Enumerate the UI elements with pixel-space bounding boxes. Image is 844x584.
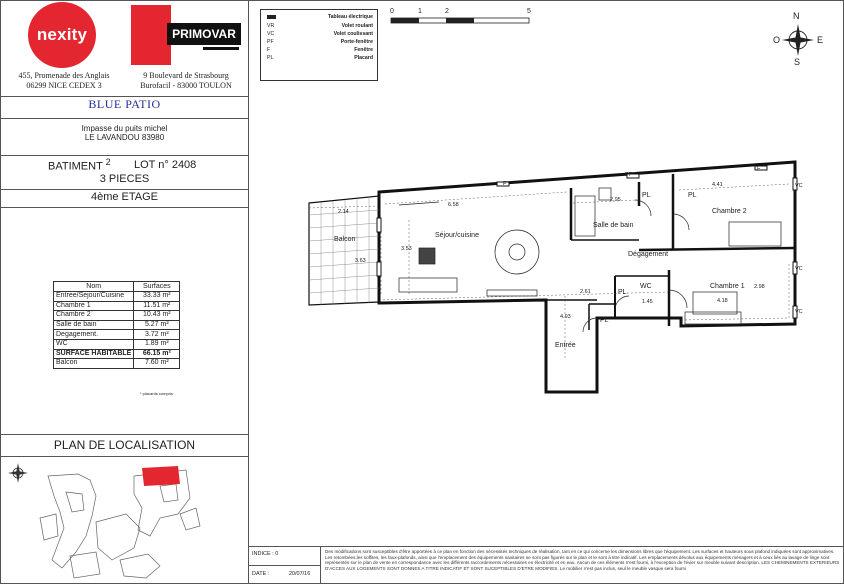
surfaces-footnote: * placards compris — [140, 391, 173, 396]
project-name: BLUE PATIO — [88, 97, 161, 111]
project-location: Impasse du puits michel LE LAVANDOU 83980 — [81, 124, 168, 142]
legend-item: VR Volet roulant — [267, 23, 373, 29]
room-chambre1-label: Chambre 1 — [710, 283, 745, 290]
dimension: 4.18 — [717, 298, 728, 304]
room-balcon-label: Balcon — [334, 236, 356, 243]
placard-label: PL — [600, 317, 609, 324]
footer-strip — [249, 546, 844, 584]
batiment: BATIMENT $^2$ — [48, 157, 111, 173]
room-sdb-label: Salle de bain — [593, 222, 634, 229]
room-wc-label: WC — [640, 283, 652, 290]
localisation-map — [0, 456, 249, 584]
f-label: F — [757, 166, 761, 172]
dining-table — [495, 230, 539, 274]
placard-label: PL — [618, 289, 627, 296]
indice: INDICE : 0 — [252, 551, 279, 557]
date: DATE : 20/07/16 — [252, 571, 311, 577]
vc-label: VC — [795, 183, 803, 189]
dimension: 4.93 — [560, 314, 571, 320]
table-row: Salle de bain` 5.27 m² — [54, 320, 180, 330]
table-row: Degagement. 3.72 m² — [54, 330, 180, 340]
placard-label: PL — [688, 192, 697, 199]
legend-item: PF Porte-fenêtre — [267, 39, 373, 45]
compass-o: O — [773, 35, 781, 45]
room-degagement-label: Dégagement — [628, 251, 669, 258]
localisation-compass-icon — [8, 463, 28, 483]
legend-item: F Fenêtre — [267, 47, 373, 53]
legend-item: PL Placard — [267, 55, 373, 61]
legend-item: Tableau électrique — [265, 14, 375, 21]
table-row: Chambre 2` 10.43 m² — [54, 311, 180, 321]
vc-label: VC — [795, 266, 803, 272]
pieces: 3 PIECES — [99, 173, 150, 185]
address-primovar: 9 Boulevard de Strasbourg Burofacil - 83000 TOULON — [140, 71, 232, 90]
info-panel — [0, 0, 249, 584]
lot-highlight — [142, 466, 180, 486]
placard-label: PL — [642, 192, 651, 199]
vc-label: VC — [795, 309, 803, 315]
f-label: F — [503, 181, 507, 187]
surfaces-table — [53, 281, 180, 369]
etage: 4ème ETAGE — [90, 191, 159, 203]
dimension: 2.14 — [338, 209, 349, 215]
room-sejour-label: Séjour/cuisine — [435, 232, 479, 239]
table-header: Nom Surfaces — [54, 282, 180, 292]
dimension: 4.41 — [712, 182, 723, 188]
compass-s: S — [794, 57, 801, 67]
dimension: 3.53 — [401, 246, 412, 252]
dimension: 1.45 — [642, 299, 653, 305]
floor-plan — [249, 0, 844, 546]
dimension: 2.98 — [754, 284, 765, 290]
lot-number: LOT n° 2408 — [134, 159, 197, 171]
scale-bar: 0 1 2 5 — [390, 8, 532, 28]
pf-label: PF — [625, 172, 633, 178]
disclaimer: Des modifications sont susceptibles d'être apportées à ce plan en fonction des nécessités techniques de réalisation, tant en ce qui concerne les dimensions libres que l'équipement. Les surfaces et hauteurs sous plafond indiquées sont approximatives. Les retombées,les soffites, les faux-plafonds, ainsi que l'emplacement des équipements sanitaires ne sont pas figurés sur le plan et le sont à titre indicatif. Les emplacements dévolus aux équipements ménagers et à ceux liés au lavage de linge sont représentés sur le plan de vente en correspondance avec les différents raccordements nécessaires en électricité et en eau. Aucun de ces éléments n'est fourni, à l'exception de l'évier sur meuble suivant description. LES CHEMINEMENTS EXTERIEURS D'ACCES AUX LOGEMENTS SONT DONNES A TITRE INDICATIF ET SONT SUCEPTIBLES D'ETRE MODIFIES. Le mobilier n'est pas inclus, seul le meuble vasque sera fourni — [325, 549, 840, 571]
room-entree-label: Entrée — [555, 342, 576, 349]
address-nexity: 455, Promenade des Anglais 06299 NICE CEDEX 3 — [18, 71, 110, 90]
localisation-title: PLAN DE LOCALISATION — [53, 438, 196, 452]
compass-n: N — [793, 11, 800, 21]
room-chambre2-label: Chambre 2 — [712, 208, 747, 215]
dimension: 2.61 — [580, 289, 591, 295]
nexity-logo: nexity — [28, 2, 96, 68]
dimension: 6.58 — [448, 202, 459, 208]
table-row: WC 1.89 m² — [54, 339, 180, 349]
table-row: Chambre 1 11.51 m² — [54, 301, 180, 311]
table-row: Entree/Sejour/Cuisine 33.33 m² — [54, 292, 180, 302]
total-row: SURFACE HABITABLE 66.15 m² — [54, 349, 180, 359]
primovar-logo: PRIMOVAR — [131, 5, 243, 65]
dimension: 2.95 — [610, 197, 621, 203]
balcon-row: Balcon 7.60 m² — [54, 359, 180, 369]
exterior-wall — [379, 162, 795, 392]
legend-item: VC Volet coulissant — [267, 31, 373, 37]
dimension: 3.63 — [355, 258, 366, 264]
compass-e: E — [817, 35, 824, 45]
